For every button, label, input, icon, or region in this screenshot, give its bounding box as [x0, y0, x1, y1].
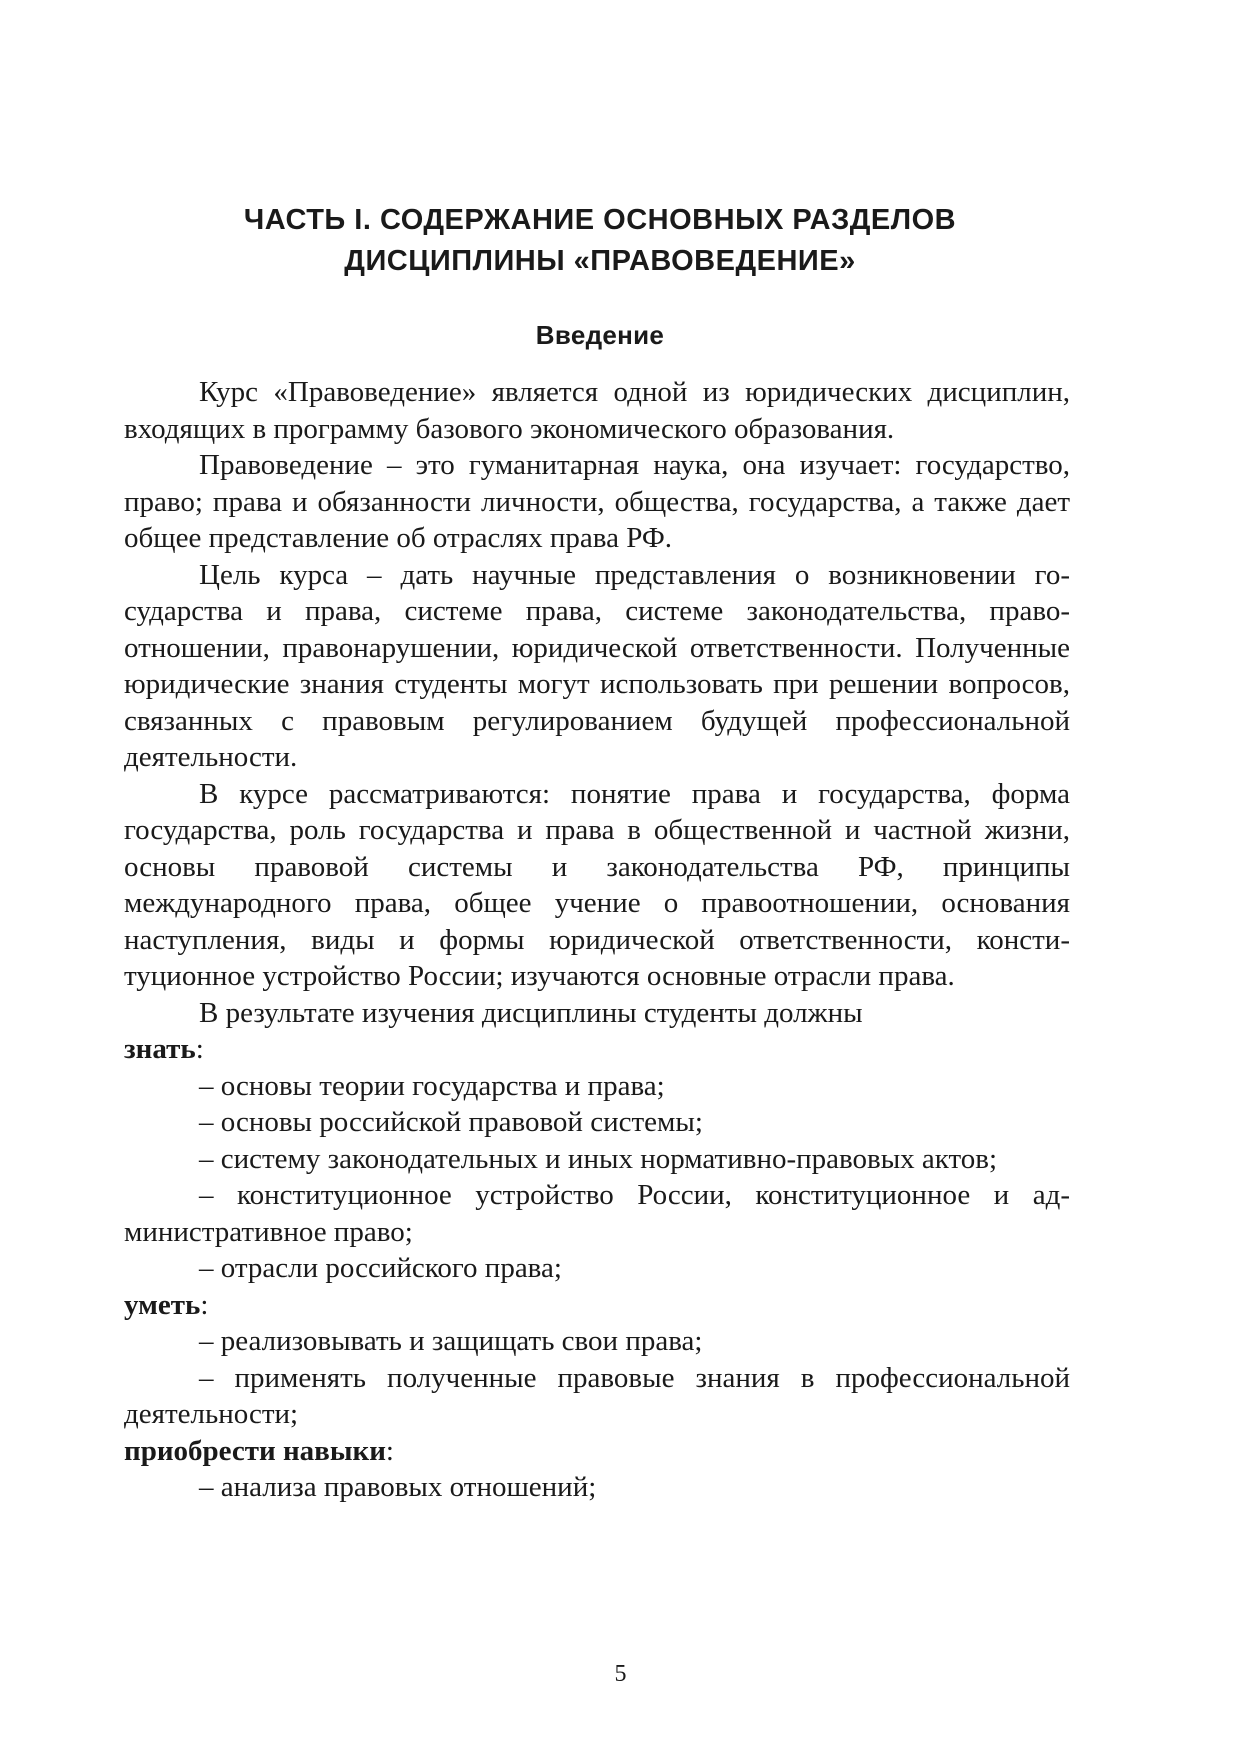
know-item-3: – систему законодательных и иных нормативно-правовых актов; — [199, 1142, 998, 1175]
know-heading — [124, 1031, 1070, 1068]
paragraph-3: Цель курса – дать научные представления о возникновении государства и права, системе права, системе законодательства, правоотношении, правонарушении, юридической ответственности. Полученные юридические знания студенты могут использовать при решении вопросов, связанных с правовым регулированием будущей профессиональной деятельности. — [124, 558, 1070, 773]
skills-colon: : — [385, 1434, 394, 1467]
able-heading — [124, 1287, 1070, 1324]
know-item-2: – основы российской правовой системы; — [199, 1106, 703, 1138]
page-number: 5 — [614, 1661, 627, 1687]
able-label: уметь — [124, 1288, 201, 1321]
paragraph-1: Курс «Правоведение» является одной из юридических дисциплин, входящих в программу базового экономического образования. — [124, 376, 1070, 445]
paragraph-5: В результате изучения дисциплины студенты должны — [199, 996, 863, 1029]
skills-heading — [124, 1433, 1070, 1470]
able-item-1: – реализовывать и защищать свои права; — [199, 1325, 703, 1357]
part-title-line-1: ЧАСТЬ I. СОДЕРЖАНИЕ ОСНОВНЫХ РАЗДЕЛОВ — [243, 204, 957, 236]
able-item-2: – применять полученные правовые знания в профессиональной деятельности; — [124, 1361, 1070, 1430]
skills-label: приобрести навыки — [124, 1434, 386, 1467]
know-item-1: – основы теории государства и права; — [199, 1069, 665, 1102]
know-item-4: – конституционное устройство России, конституционное и административное право; — [124, 1179, 1070, 1248]
body-text — [124, 374, 1070, 1506]
paragraph-2: Правоведение – это гуманитарная наука, она изучает: государство, право; права и обязанности личности, общества, государства, а также дает общее представление об отраслях права РФ. — [124, 449, 1070, 554]
paragraph-4: В курсе рассматриваются: понятие права и государства, форма государства, роль государства и права в общественной и частной жизни, основы правовой системы и законодательства РФ, принципы международного права, общее учение о правоотношении, основания наступления, виды и формы юридической ответственности, конституционное устройство России; изучаются основные отрасли права. — [124, 777, 1070, 992]
section-title: Введение — [535, 320, 665, 350]
know-label: знать — [124, 1033, 196, 1065]
skills-item-1: – анализа правовых отношений; — [199, 1471, 597, 1503]
know-colon: : — [195, 1033, 204, 1065]
part-title-line-2: ДИСЦИПЛИНЫ «ПРАВОВЕДЕНИЕ» — [344, 245, 856, 277]
know-item-5: – отрасли российского права; — [199, 1252, 562, 1284]
able-colon: : — [200, 1288, 209, 1321]
